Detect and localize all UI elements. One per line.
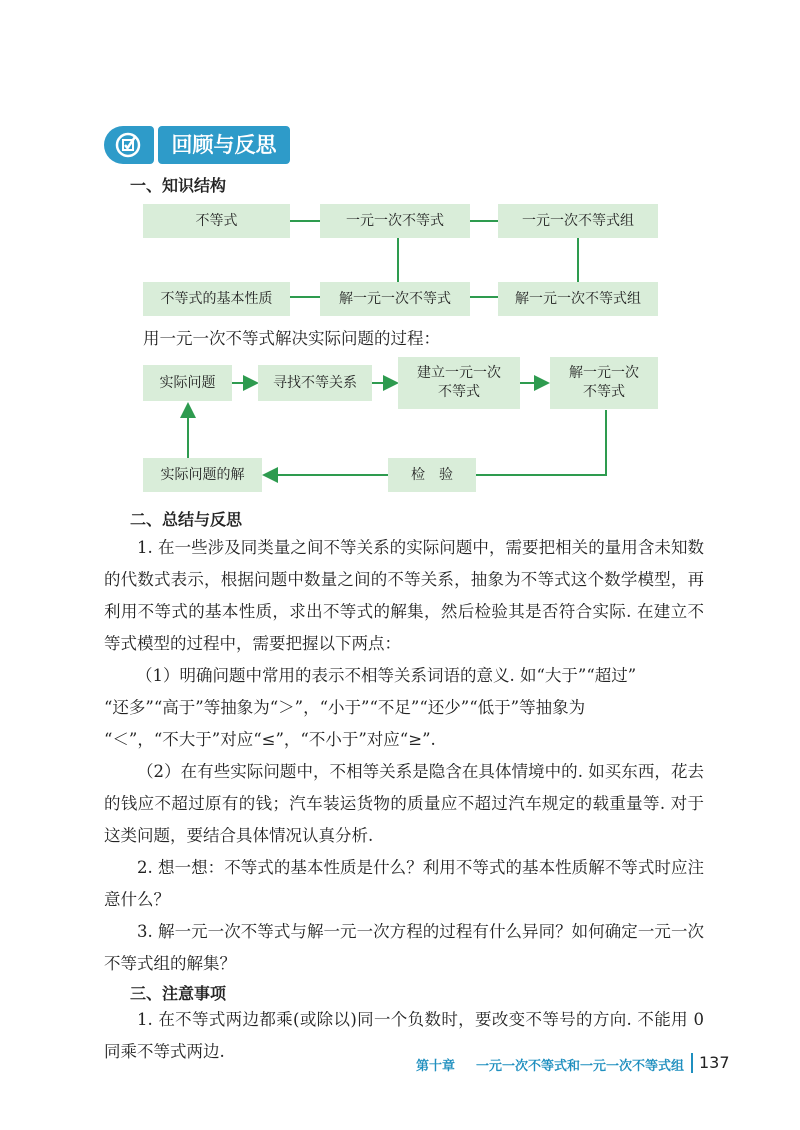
paragraph-notes-1: 1. 在不等式两边都乘(或除以)同一个负数时，要改变不等号的方向. 不能用 0 同乘不等式两边. [104,1010,704,1061]
footer-divider [691,1053,693,1073]
box-inequality-properties: 不等式的基本性质 [143,282,290,316]
paragraph-summary-2-line1: （1）明确问题中常用的表示不相等关系词语的意义. 如“大于”“超过” [136,666,637,685]
box-solve-linear-inequality: 解一元一次不等式 [320,282,470,316]
footer-chapter: 第十章 [416,1059,456,1074]
paragraph-summary-3: （2）在有些实际问题中，不相等关系是隐含在具体情境中的. 如买东西，花去的钱应不超过原有的钱；汽车装运货物的质量应不超过汽车规定的载重量等. 对于这类问题，要结合具体情况认真分析. [104,762,704,845]
paragraph-summary-1: 1. 在一些涉及同类量之间不等关系的实际问题中，需要把相关的量用含未知数的代数式表示，根据问题中数量之间的不等关系，抽象为不等式这个数学模型，再利用不等式的基本性质，求出不等式的解集，然后检验其是否符合实际. 在建立不等式模型的过程中，需要把握以下两点： [104,538,704,653]
step-check: 检 验 [388,458,476,492]
structure-connectors [0,0,800,330]
box-solve-inequality-system: 解一元一次不等式组 [498,282,658,316]
paragraph-summary-2-line2: “还多”“高于”等抽象为“＞”，“小于”“不足”“还少”“低于”等抽象为 [104,698,586,717]
heading-notes: 三、注意事项 [130,984,227,1003]
footer-chapter-title: 一元一次不等式和一元一次不等式组 [476,1059,685,1074]
box-inequality: 不等式 [143,204,290,238]
heading-summary: 二、总结与反思 [130,510,243,529]
section-title: 回顾与反思 [158,126,290,164]
box-linear-inequality: 一元一次不等式 [320,204,470,238]
paragraph-summary-4: 2. 想一想：不等式的基本性质是什么？利用不等式的基本性质解不等式时应注意什么？ [104,858,704,909]
heading-knowledge-structure: 一、知识结构 [130,176,227,195]
step-build-inequality: 建立一元一次 不等式 [398,357,520,409]
box-linear-inequality-system: 一元一次不等式组 [498,204,658,238]
step-find-relation: 寻找不等关系 [258,365,372,401]
process-intro: 用一元一次不等式解决实际问题的过程： [143,329,440,348]
paragraph-summary-5: 3. 解一元一次不等式与解一元一次方程的过程有什么异同？如何确定一元一次不等式组的解集？ [104,922,704,973]
step-solution: 实际问题的解 [143,458,262,492]
page-number: 137 [699,1053,730,1072]
step-real-problem: 实际问题 [143,365,232,401]
paragraph-summary-2-line3: “＜”，“不大于”对应“≤”，“不小于”对应“≥”. [104,730,436,749]
step-solve-inequality: 解一元一次 不等式 [550,357,658,409]
